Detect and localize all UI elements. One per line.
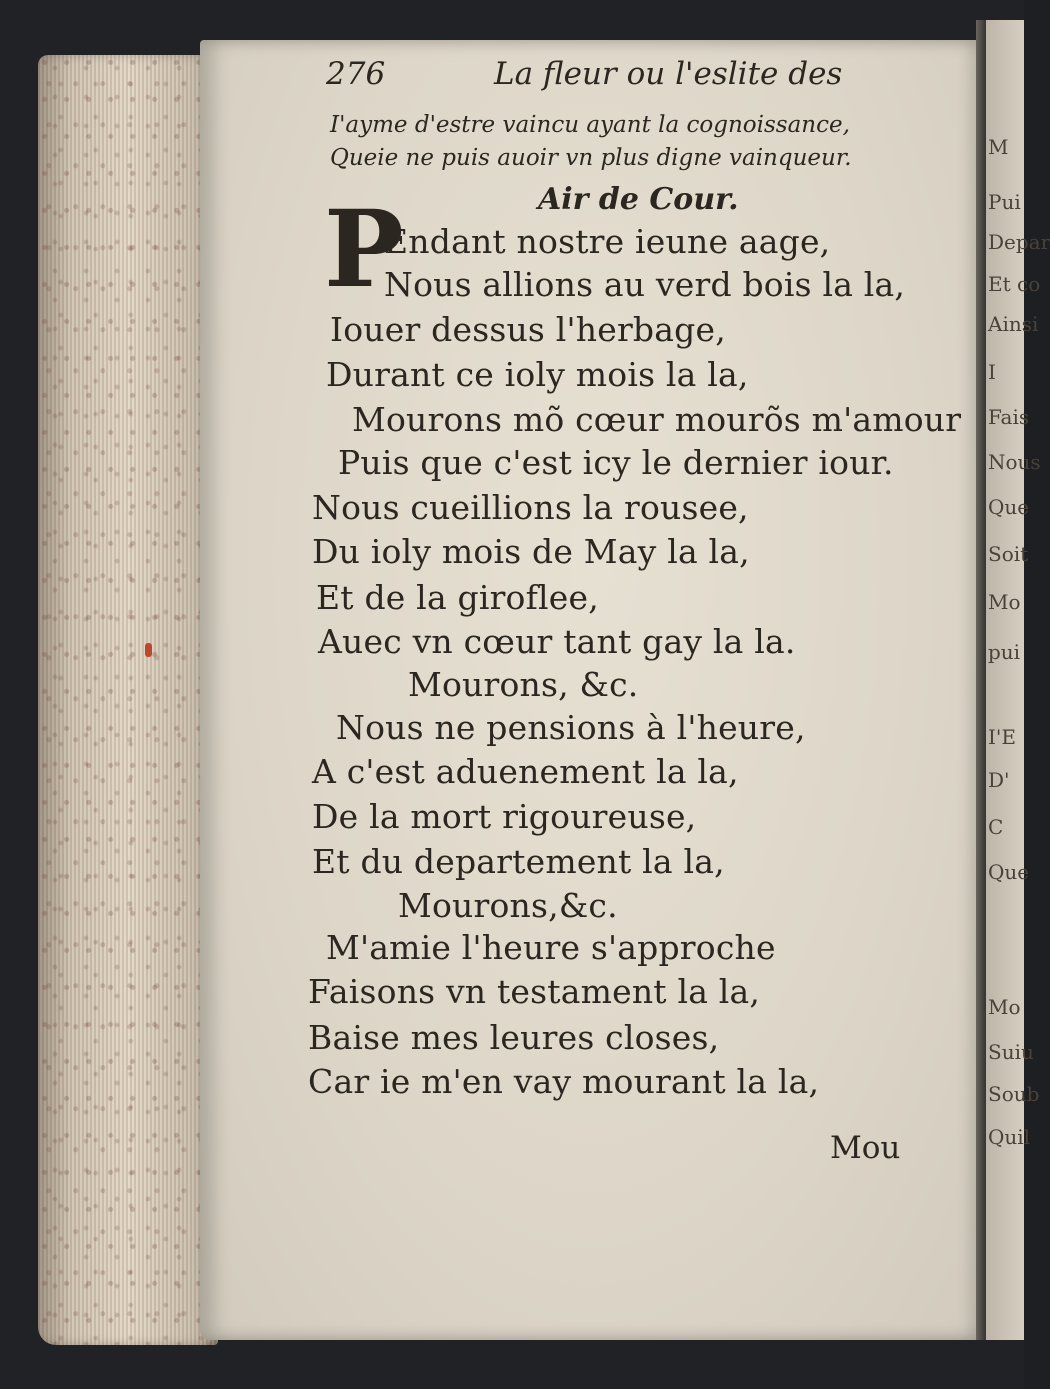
facing-page	[986, 20, 1050, 1340]
facing-fragment: Nous	[988, 450, 1041, 474]
facing-fragment: Fais	[988, 405, 1030, 429]
facing-fragment: D'	[988, 768, 1010, 792]
verse-line: Endant nostre ieune aage,	[384, 222, 831, 261]
verse-line: M'amie l'heure s'approche	[326, 928, 776, 967]
facing-fragment: Suiu	[988, 1040, 1034, 1064]
verse-line: Mourons, &c.	[408, 665, 639, 704]
facing-fragment: Quil	[988, 1125, 1031, 1149]
verse-line: Durant ce ioly mois la la,	[326, 355, 749, 394]
facing-fragment: Que	[988, 860, 1030, 884]
verse-line: Et du departement la la,	[312, 842, 725, 881]
drop-cap: P	[324, 186, 404, 311]
song-title: Air de Cour.	[538, 182, 739, 217]
verse-line: Nous allions au verd bois la la,	[384, 265, 906, 304]
running-title: La fleur ou l'eslite des	[494, 56, 843, 92]
red-ink-mark	[145, 643, 152, 657]
verse-line: Car ie m'en vay mourant la la,	[308, 1062, 820, 1101]
verse-line: Iouer dessus l'herbage,	[330, 310, 726, 349]
preceding-verse-line: I'ayme d'estre vaincu ayant la cognoissance,	[330, 112, 850, 138]
verse-line: Du ioly mois de May la la,	[312, 532, 750, 571]
catchword: Mou	[830, 1130, 901, 1166]
verse-line: Mourons,&c.	[398, 886, 618, 925]
facing-fragment: Que	[988, 495, 1030, 519]
facing-fragment: Ainsi	[988, 312, 1039, 336]
verse-line: A c'est aduenement la la,	[312, 752, 739, 791]
facing-fragment: Pui	[988, 190, 1021, 214]
facing-fragment: C	[988, 815, 1004, 839]
facing-fragment: I	[988, 360, 996, 384]
book-page-edges	[38, 55, 218, 1345]
verse-line: Nous cueillions la rousee,	[312, 488, 749, 527]
foxing-specks	[38, 55, 218, 1345]
verse-line: Baise mes leures closes,	[308, 1018, 720, 1057]
facing-fragment: Depar	[988, 230, 1050, 254]
preceding-verse-line: Queie ne puis auoir vn plus digne vainqueur.	[330, 145, 852, 171]
facing-fragment: Soub	[988, 1082, 1040, 1106]
verse-line: Faisons vn testament la la,	[308, 972, 761, 1011]
verse-line: De la mort rigoureuse,	[312, 797, 697, 836]
page-number: 276	[326, 56, 386, 92]
facing-fragment: Et co	[988, 272, 1041, 296]
verse-line: Et de la giroflee,	[316, 578, 599, 617]
facing-fragment: Mo	[988, 995, 1021, 1019]
facing-fragment: M	[988, 135, 1009, 159]
verse-line: Nous ne pensions à l'heure,	[336, 708, 806, 747]
verse-line: Mourons mõ cœur mourõs m'amour	[352, 400, 962, 439]
page-header	[0, 56, 1024, 106]
verse-line: Puis que c'est icy le dernier iour.	[338, 443, 894, 482]
facing-fragment: Mo	[988, 590, 1021, 614]
facing-fragment: pui	[988, 640, 1021, 664]
verse-line: Auec vn cœur tant gay la la.	[318, 622, 796, 661]
facing-fragment: Soit	[988, 542, 1029, 566]
facing-fragment: I'E	[988, 725, 1016, 749]
